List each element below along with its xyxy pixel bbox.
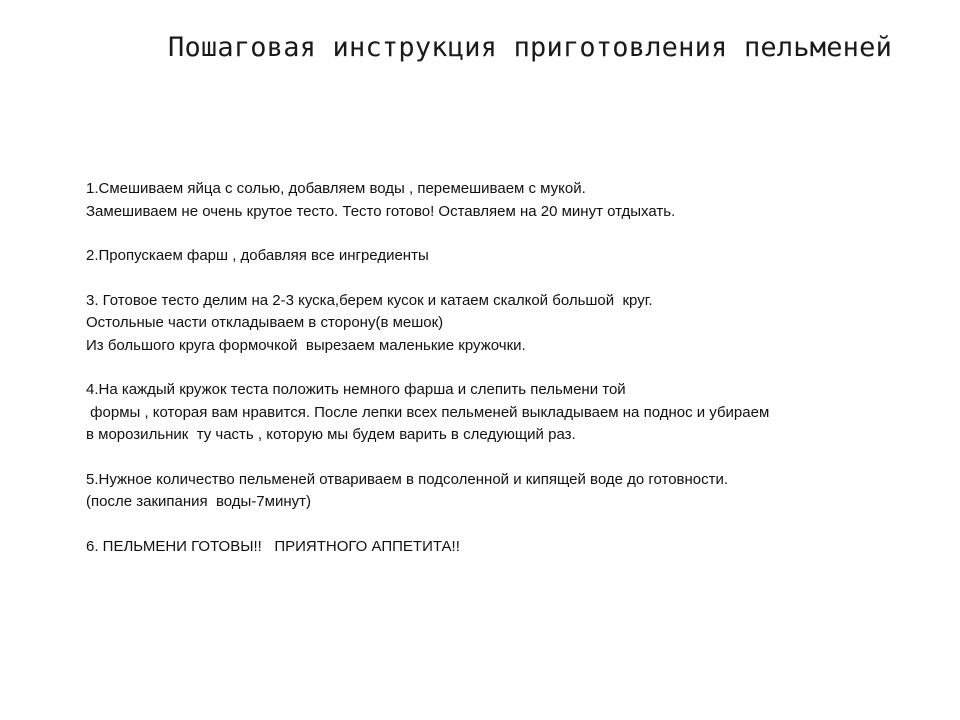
step-line: Остольные части откладываем в сторону(в мешок) bbox=[86, 314, 444, 331]
step-2-paragraph bbox=[86, 245, 906, 268]
step-line: (после закипания воды-7минут) bbox=[86, 493, 311, 510]
step-6-paragraph bbox=[86, 536, 906, 559]
step-line: 2.Пропускаем фарш , добавляя все ингредиенты bbox=[86, 247, 429, 264]
step-3-paragraph bbox=[86, 290, 906, 358]
step-line: Из большого круга формочкой вырезаем маленькие кружочки. bbox=[86, 336, 526, 354]
slide-body bbox=[86, 178, 906, 580]
step-line: 4.На каждый кружок теста положить немного фарша и слепить пельмени той bbox=[86, 381, 626, 398]
step-line: в морозильник ту часть , которую мы будем варить в следующий раз. bbox=[86, 426, 576, 443]
step-1-paragraph bbox=[86, 178, 906, 223]
step-line: 5.Нужное количество пельменей отвариваем в подсоленной и кипящей воде до готовности. bbox=[86, 470, 729, 488]
step-line: формы , которая вам нравится. После лепки всех пельменей выкладываем на поднос и убираем bbox=[86, 403, 770, 421]
step-line: 6. ПЕЛЬМЕНИ ГОТОВЫ!! ПРИЯТНОГО АППЕТИТА!! bbox=[86, 537, 460, 555]
slide-title: Пошаговая инструкция приготовления пельменей bbox=[168, 32, 893, 63]
step-line: 1.Смешиваем яйца с солью, добавляем воды , перемешиваем с мукой. bbox=[86, 180, 586, 197]
step-4-paragraph bbox=[86, 379, 906, 447]
step-line: Замешиваем не очень крутое тесто. Тесто готово! Оставляем на 20 минут отдыхать. bbox=[86, 202, 676, 220]
step-5-paragraph bbox=[86, 469, 906, 514]
step-line: 3. Готовое тесто делим на 2-3 куска,берем кусок и катаем скалкой большой круг. bbox=[86, 291, 653, 309]
